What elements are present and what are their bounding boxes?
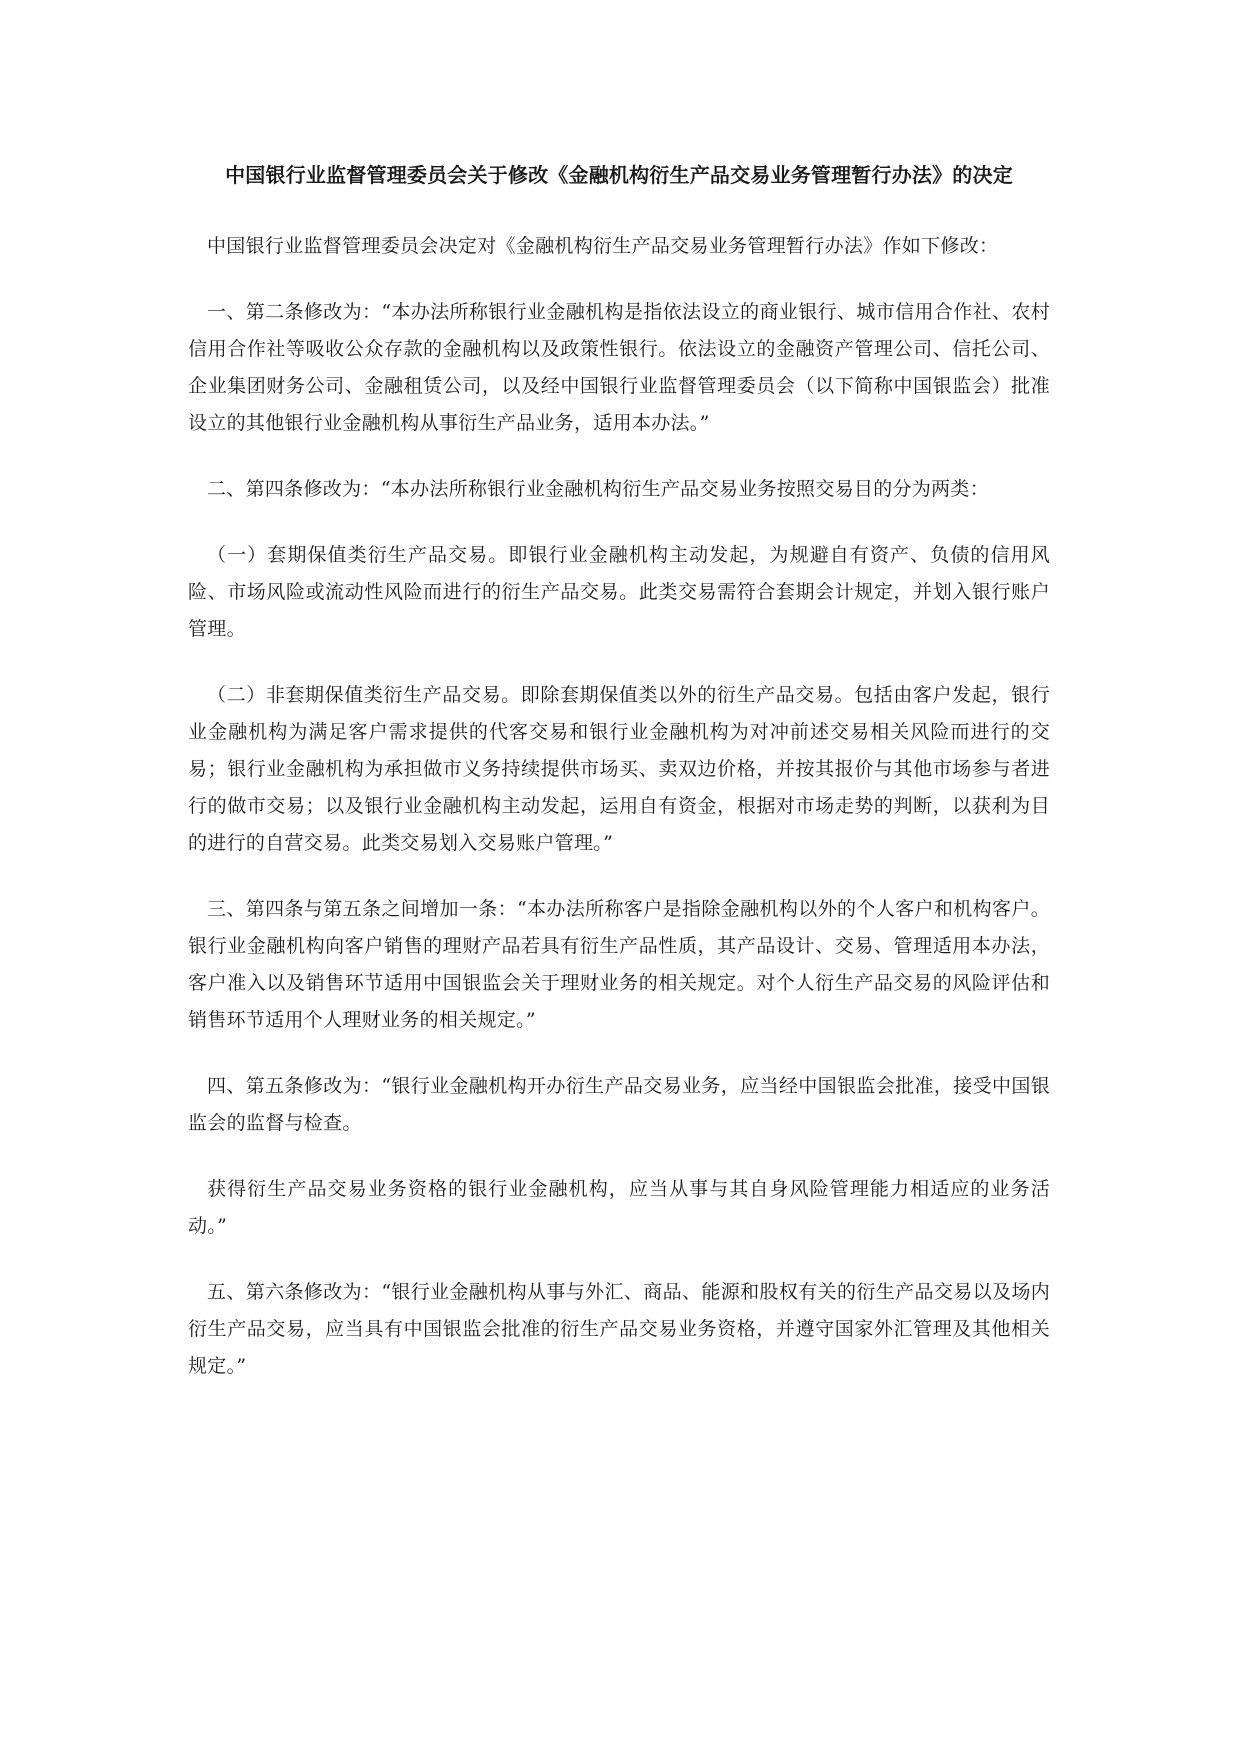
paragraph-amendment-4-cont: 获得衍生产品交易业务资格的银行业金融机构，应当从事与其自身风险管理能力相适应的业务活动。” — [188, 1178, 1050, 1237]
paragraph-amendment-3: 三、第四条与第五条之间增加一条：“本办法所称客户是指除金融机构以外的个人客户和机构客户。银行业金融机构向客户销售的理财产品若具有衍生产品性质，其产品设计、交易、管理适用本办法，客户准入以及销售环节适用中国银监会关于理财业务的相关规定。对个人衍生产品交易的风险评估和销售环节适用个人理财业务的相关规定。” — [188, 898, 1050, 1031]
paragraph-amendment-4: 四、第五条修改为：“银行业金融机构开办衍生产品交易业务，应当经中国银监会批准，接受中国银监会的监督与检查。 — [188, 1075, 1050, 1134]
paragraph-amendment-2-item-2: （二）非套期保值类衍生产品交易。即除套期保值类以外的衍生产品交易。包括由客户发起，银行业金融机构为满足客户需求提供的代客交易和银行业金融机构为对冲前述交易相关风险而进行的交易；银行业金融机构为承担做市义务持续提供市场买、卖双边价格，并按其报价与其他市场参与者进行的做市交易；以及银行业金融机构主动发起，运用自有资金，根据对市场走势的判断，以获利为目的进行的自营交易。此类交易划入交易账户管理。” — [188, 684, 1050, 854]
paragraph-amendment-1: 一、第二条修改为：“本办法所称银行业金融机构是指依法设立的商业银行、城市信用合作社、农村信用合作社等吸收公众存款的金融机构以及政策性银行。依法设立的金融资产管理公司、信托公司、企业集团财务公司、金融租赁公司，以及经中国银行业监督管理委员会（以下简称中国银监会）批准设立的其他银行业金融机构从事衍生产品业务，适用本办法。” — [188, 301, 1050, 434]
document-body — [188, 228, 1050, 1414]
paragraph-amendment-2-item-1: （一）套期保值类衍生产品交易。即银行业金融机构主动发起，为规避自有资产、负债的信用风险、市场风险或流动性风险而进行的衍生产品交易。此类交易需符合套期会计规定，并划入银行账户管理。 — [188, 544, 1050, 640]
paragraph-intro: 中国银行业监督管理委员会决定对《金融机构衍生产品交易业务管理暂行办法》作如下修改： — [207, 235, 999, 257]
document-title: 中国银行业监督管理委员会关于修改《金融机构衍生产品交易业务管理暂行办法》的决定 — [225, 163, 1013, 187]
paragraph-amendment-5: 五、第六条修改为：“银行业金融机构从事与外汇、商品、能源和股权有关的衍生产品交易以及场内衍生产品交易，应当具有中国银监会批准的衍生产品交易业务资格，并遵守国家外汇管理及其他相关规定。” — [188, 1281, 1050, 1377]
paragraph-amendment-2: 二、第四条修改为：“本办法所称银行业金融机构衍生产品交易业务按照交易目的分为两类： — [207, 478, 990, 500]
